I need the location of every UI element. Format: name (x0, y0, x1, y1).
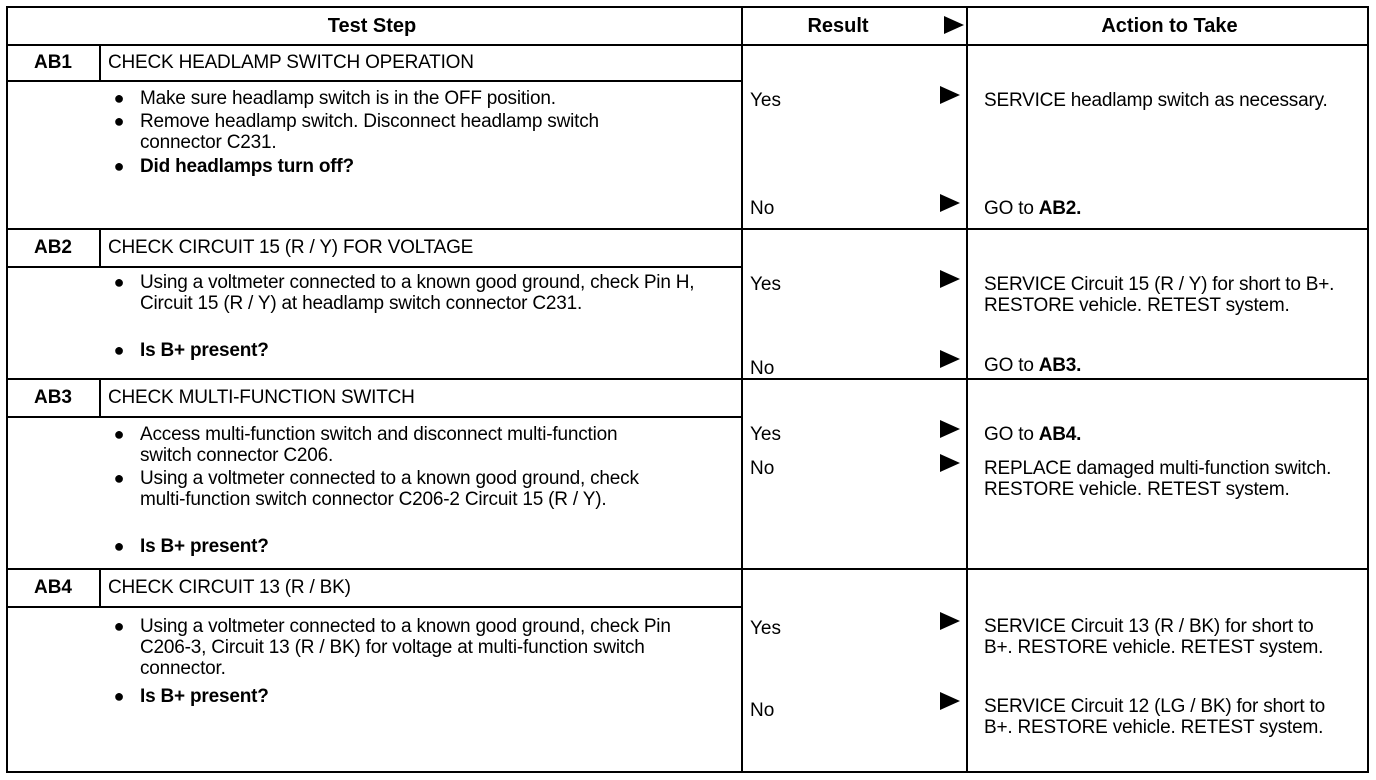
bullet-icon: ● (113, 536, 125, 556)
step-question: Is B+ present? (140, 686, 269, 707)
result-yes: Yes (750, 274, 781, 295)
result-yes: Yes (750, 424, 781, 445)
action-text: SERVICE Circuit 15 (R / Y) for short to B+. RESTORE vehicle. RETEST system. (984, 274, 1335, 316)
diagnostic-table (6, 6, 1369, 773)
step-bullet-text: Remove headlamp switch. Disconnect headlamp switch connector C231. (140, 111, 599, 153)
title-underline-ab4 (8, 606, 743, 608)
bullet-icon: ● (113, 156, 125, 176)
result-no: No (750, 358, 775, 379)
right-triangle-icon (940, 454, 960, 472)
result-no: No (750, 458, 775, 479)
result-yes: Yes (750, 618, 781, 639)
action-text: GO to AB2. (984, 198, 1082, 219)
step-bullet-text: Using a voltmeter connected to a known good ground, check multi-function switch connector C206-2 Circuit 15 (R / Y). (140, 468, 639, 510)
bullet-icon: ● (113, 88, 125, 108)
result-no: No (750, 198, 775, 219)
right-triangle-icon (940, 692, 960, 710)
row-divider-ab3 (8, 378, 1367, 380)
right-triangle-icon (940, 270, 960, 288)
right-triangle-icon (940, 86, 960, 104)
bullet-icon: ● (113, 468, 125, 488)
right-triangle-icon (940, 420, 960, 438)
step-question: Did headlamps turn off? (140, 156, 354, 177)
header-divider (8, 44, 1367, 46)
action-text: SERVICE headlamp switch as necessary. (984, 90, 1328, 111)
title-underline-ab3 (8, 416, 743, 418)
step-code-ab3: AB3 (33, 387, 72, 408)
step-title-ab4: CHECK CIRCUIT 13 (R / BK) (108, 577, 351, 598)
step-title-ab3: CHECK MULTI-FUNCTION SWITCH (108, 387, 415, 408)
right-triangle-icon (944, 16, 964, 34)
row-divider-ab4 (8, 568, 1367, 570)
column-divider-test-step (741, 8, 743, 771)
code-divider-ab2 (99, 230, 101, 266)
header-result: Result (807, 15, 869, 37)
code-divider-ab4 (99, 570, 101, 606)
action-text: SERVICE Circuit 12 (LG / BK) for short to B+. RESTORE vehicle. RETEST system. (984, 696, 1325, 738)
code-divider-ab3 (99, 380, 101, 416)
header-test-step: Test Step (327, 15, 417, 37)
right-triangle-icon (940, 194, 960, 212)
bullet-icon: ● (113, 686, 125, 706)
code-divider-ab1 (99, 44, 101, 80)
bullet-icon: ● (113, 111, 125, 131)
header-action: Action to Take (1101, 15, 1238, 37)
step-bullet-text: Access multi-function switch and disconnect multi-function switch connector C206. (140, 424, 618, 466)
step-code-ab2: AB2 (33, 237, 72, 258)
action-text: REPLACE damaged multi-function switch. RESTORE vehicle. RETEST system. (984, 458, 1332, 500)
step-title-ab1: CHECK HEADLAMP SWITCH OPERATION (108, 52, 474, 73)
result-no: No (750, 700, 775, 721)
step-code-ab1: AB1 (33, 52, 72, 73)
result-yes: Yes (750, 90, 781, 111)
step-question: Is B+ present? (140, 536, 269, 557)
right-triangle-icon (940, 612, 960, 630)
step-question: Is B+ present? (140, 340, 269, 361)
step-code-ab4: AB4 (33, 577, 72, 598)
right-triangle-icon (940, 350, 960, 368)
step-title-ab2: CHECK CIRCUIT 15 (R / Y) FOR VOLTAGE (108, 237, 474, 258)
step-bullet-text: Using a voltmeter connected to a known good ground, check Pin C206-3, Circuit 13 (R / BK) for voltage at multi-function switch connector. (140, 616, 671, 679)
bullet-icon: ● (113, 616, 125, 636)
row-divider-ab2 (8, 228, 1367, 230)
step-bullet-text: Using a voltmeter connected to a known good ground, check Pin H, Circuit 15 (R / Y) at headlamp switch connector C231. (140, 272, 695, 314)
action-text: GO to AB3. (984, 355, 1082, 376)
column-divider-action (966, 8, 968, 771)
action-text: SERVICE Circuit 13 (R / BK) for short to B+. RESTORE vehicle. RETEST system. (984, 616, 1324, 658)
bullet-icon: ● (113, 424, 125, 444)
title-underline-ab1 (8, 80, 743, 82)
bullet-icon: ● (113, 272, 125, 292)
title-underline-ab2 (8, 266, 743, 268)
bullet-icon: ● (113, 340, 125, 360)
action-text: GO to AB4. (984, 424, 1082, 445)
step-bullet-text: Make sure headlamp switch is in the OFF position. (140, 88, 556, 109)
